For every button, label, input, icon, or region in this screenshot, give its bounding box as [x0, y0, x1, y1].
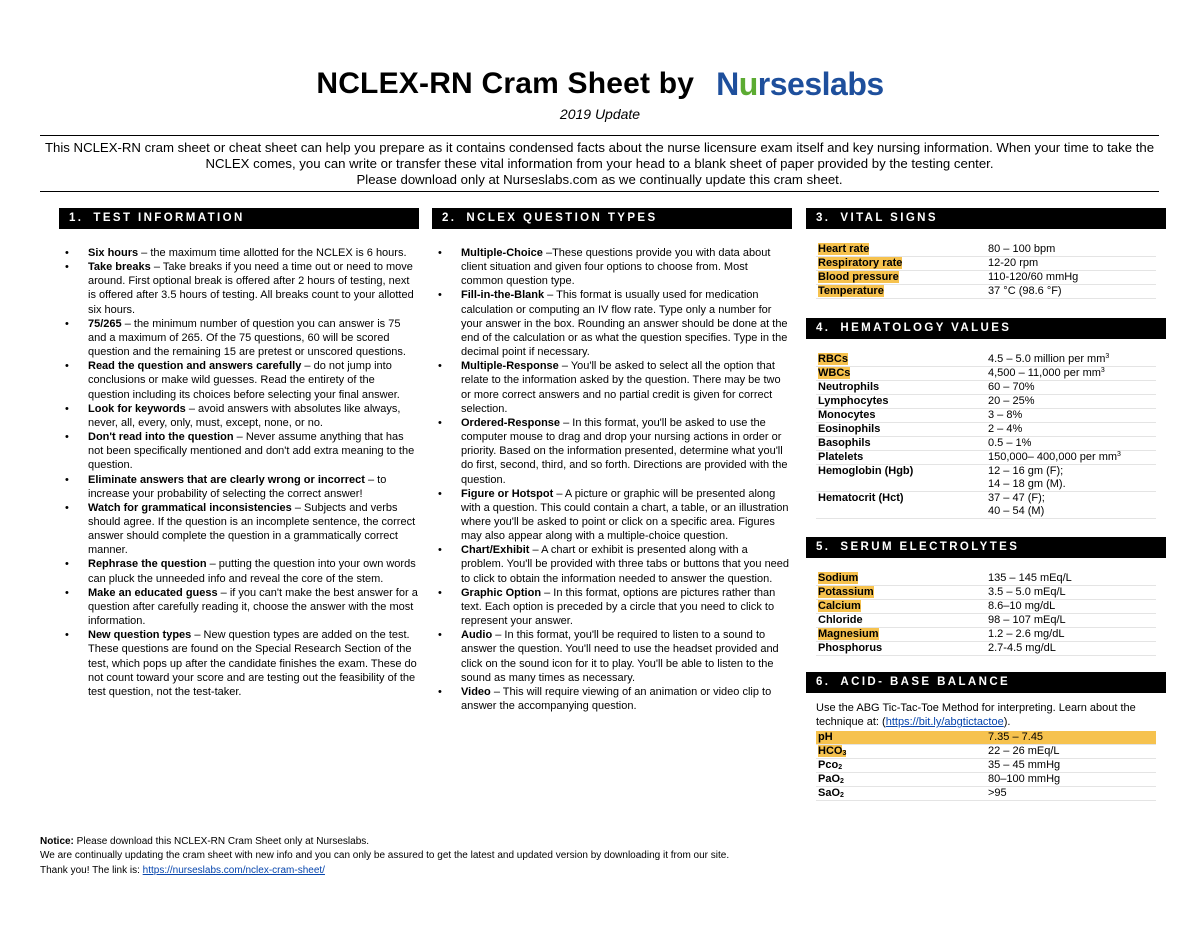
table-row — [816, 367, 1156, 381]
value-label: Sodium — [816, 572, 986, 586]
value-range: 20 – 25% — [986, 395, 1156, 409]
table-row — [816, 642, 1156, 656]
table-row — [816, 395, 1156, 409]
list-item-text: – A picture or graphic will be presented along with a question. This could contain a chart, a table, or an illustration where you'll be asked to point or click on a specific area. Figures may also appear along with a multiple-choice question. — [461, 487, 789, 543]
value-label: Phosphorus — [816, 642, 986, 656]
value-range: 0.5 – 1% — [986, 437, 1156, 451]
value-range: 3 – 8% — [986, 409, 1156, 423]
list-item — [59, 260, 419, 317]
value-range: 110-120/60 mmHg — [986, 271, 1156, 285]
list-item-term: Don't read into the question — [88, 431, 234, 444]
list-item-term: Fill-in-the-Blank — [461, 289, 545, 302]
list-item-term: 75/265 — [88, 317, 122, 330]
column-lab-values — [806, 208, 1166, 801]
table-row — [816, 745, 1156, 759]
list-item-term: New question types — [88, 629, 192, 642]
list-item-text: – This will require viewing of an animation or video clip to answer the accompanying question. — [461, 685, 772, 712]
notice-line-3: Thank you! The link is: https://nurseslabs.com/nclex-cram-sheet/ — [40, 864, 325, 876]
table-row — [816, 600, 1156, 614]
value-range: 12-20 rpm — [986, 257, 1156, 271]
list-item-text: – putting the question into your own words can pluck the unneeded info and reveal the core of the stem. — [88, 558, 416, 585]
list-item — [432, 685, 792, 713]
value-range: >95 — [986, 787, 1156, 801]
list-item — [432, 487, 792, 544]
value-label: SaO$_2$ — [816, 787, 986, 801]
list-item-text: – the minimum number of question you can answer is 75 and a maximum of 265. Of the 75 questions, 60 will be scored question and the remaining 15 are pretest or unscored questions. — [88, 317, 406, 359]
value-range: 22 – 26 mEq/L — [986, 745, 1156, 759]
value-label: Calcium — [816, 600, 986, 614]
section-header-question-types: 2. NCLEX QUESTION TYPES — [432, 208, 792, 229]
value-range: 37 °C (98.6 °F) — [986, 285, 1156, 299]
value-label: Basophils — [816, 437, 986, 451]
acid-base-table — [816, 731, 1156, 801]
list-item-term: Multiple-Choice — [461, 247, 543, 259]
value-label: Platelets — [816, 451, 986, 465]
list-item — [59, 628, 419, 699]
value-label: Monocytes — [816, 409, 986, 423]
value-label: Potassium — [816, 586, 986, 600]
list-item — [59, 473, 419, 501]
list-item-term: Rephrase the question — [88, 558, 207, 571]
value-label: $HCO_3$ — [816, 745, 986, 759]
table-row — [816, 257, 1156, 271]
question-types-list — [432, 246, 792, 713]
table-row — [816, 409, 1156, 423]
list-item-text: – A chart or exhibit is presented along with a problem. You'll be provided with three tabs or buttons that you need to click to obtain the information needed to answer the question. — [461, 544, 790, 585]
list-item — [59, 402, 419, 430]
table-row — [816, 285, 1156, 299]
hematology-table — [816, 353, 1156, 519]
list-item — [432, 628, 792, 685]
intro-line-1: This NCLEX-RN cram sheet or cheat sheet can help you prepare as it contains condensed facts about the nurse licensure exam itself and key nursing information. When your time to take the NCLEX comes, you can write or transfer these vital information from your head to a blank sheet of paper provided by the testing center. — [44, 140, 1155, 171]
table-row — [816, 353, 1156, 367]
list-item-term: Audio — [461, 629, 493, 642]
list-item — [432, 416, 792, 487]
table-row — [816, 381, 1156, 395]
list-item-term: Video — [461, 685, 491, 698]
section-header-vital-signs: 3. VITAL SIGNS — [806, 208, 1166, 229]
value-label: Blood pressure — [816, 271, 986, 285]
intro-text — [40, 140, 1159, 188]
table-row — [816, 628, 1156, 642]
value-label: pH — [816, 731, 986, 745]
list-item-term: Take breaks — [88, 261, 151, 274]
value-label: Eosinophils — [816, 423, 986, 437]
table-row — [816, 773, 1156, 787]
value-label: Neutrophils — [816, 381, 986, 395]
list-item — [59, 557, 419, 585]
table-row — [816, 451, 1156, 465]
value-label: Heart rate — [816, 243, 986, 257]
list-item — [59, 586, 419, 628]
column-question-types — [432, 208, 792, 713]
abg-method-text: Use the ABG Tic-Tac-Toe Method for interpreting. Learn about the technique at: (https://bit.ly/abgtictactoe). — [816, 702, 1136, 728]
table-row — [816, 465, 1156, 492]
value-range: 60 – 70% — [986, 381, 1156, 395]
notice-line-1: Notice: Please download this NCLEX-RN Cram Sheet only at Nurseslabs. — [40, 836, 370, 847]
section-header-test-information: 1. TEST INFORMATION — [59, 208, 419, 229]
list-item — [59, 359, 419, 401]
list-item-term: Look for keywords — [88, 402, 186, 415]
list-item-text: – New question types are added on the test. These questions are found on the Special Research Section of the test, which pops up after the candidate finishes the exam. These do not count toward your score and are testing out the feasibility of the test question, not the test-taker. — [88, 629, 417, 698]
vital-signs-table — [816, 243, 1156, 299]
value-range: 37 – 47 (F); 40 – 54 (M) — [986, 492, 1156, 519]
list-item-text: – In this format, options are pictures rather than text. Each option is preceded by a circle that you need to click to represent your answer. — [461, 586, 776, 628]
list-item — [432, 246, 792, 288]
test-information-list — [59, 246, 419, 699]
list-item-term: Watch for grammatical inconsistencies — [88, 501, 292, 514]
list-item-text: – You'll be asked to select all the option that relate to the information asked by the question. There may be two or more correct answers and no partial credit is given for correct selection. — [461, 360, 781, 415]
list-item-text: – the maximum time allotted for the NCLEX is 6 hours. — [138, 247, 407, 259]
value-label: Hematocrit (Hct) — [816, 492, 986, 519]
list-item — [59, 246, 419, 260]
list-item-term: Read the question and answers carefully — [88, 360, 302, 373]
value-label: Lymphocytes — [816, 395, 986, 409]
list-item-text: – This format is usually used for medication calculation or computing an IV flow rate. Type only a number for your answer in the box. Rounding an answer should be done at the end of the calculation or as what the question specifies. Type in the decimal point if necessary. — [461, 289, 788, 359]
table-row — [816, 271, 1156, 285]
value-range: 80–100 mmHg — [986, 773, 1156, 787]
list-item-text: – avoid answers with absolutes like always, never, all, every, only, must, except, none, or no. — [88, 402, 401, 429]
table-row — [816, 731, 1156, 745]
intro-line-2: Please download only at Nurseslabs.com as we continually update this cram sheet. — [356, 172, 843, 187]
value-range: 2 – 4% — [986, 423, 1156, 437]
list-item-text: – Never assume anything that has not been specifically mentioned and don't add extra meaning to the question. — [88, 431, 415, 472]
list-item-term: Six hours — [88, 247, 139, 259]
table-row — [816, 586, 1156, 600]
value-range: 8.6–10 mg/dL — [986, 600, 1156, 614]
value-label: Pco$_2$ — [816, 759, 986, 773]
section-header-acid-base: 6. ACID- BASE BALANCE — [806, 672, 1166, 693]
value-label: Chloride — [816, 614, 986, 628]
value-label: PaO$_2$ — [816, 773, 986, 787]
value-range: 4,500 – 11,000 per $mm^3$ — [986, 367, 1156, 381]
list-item — [432, 586, 792, 628]
value-label: WBCs — [816, 367, 986, 381]
list-item-term: Multiple-Response — [461, 360, 559, 373]
list-item-text: – In this format, you'll be required to listen to a sound to answer the question. You'll need to use the headset provided and click on the sound icon for it to play. You'll be able to listen to the sound as many times as necessary. — [461, 629, 779, 684]
electrolytes-table — [816, 572, 1156, 656]
value-label: Respiratory rate — [816, 257, 986, 271]
list-item — [59, 501, 419, 558]
column-test-information — [59, 208, 419, 699]
list-item-text: –These questions provide you with data about client situation and given four options to choose from. Most common question type. — [461, 247, 771, 288]
value-range: 98 – 107 mEq/L — [986, 614, 1156, 628]
update-label: 2019 Update — [559, 106, 641, 122]
list-item — [432, 543, 792, 585]
list-item — [59, 317, 419, 359]
list-item-text: – In this format, you'll be asked to use the computer mouse to drag and drop your nursing actions in order or priority. Based on the information presented, determine what you'll do first, second, third, and so forth. Directions are provided with the question. — [461, 416, 788, 486]
value-range: 12 – 16 gm (F); 14 – 18 gm (M). — [986, 465, 1156, 492]
cram-sheet-link[interactable]: https://nurseslabs.com/nclex-cram-sheet/ — [142, 864, 325, 876]
list-item-term: Figure or Hotspot — [461, 487, 554, 500]
list-item-text: – Subjects and verbs should agree. If the question is an incomplete sentence, the correct answer should complete the question in a grammatically correct manner. — [88, 501, 416, 557]
table-row — [816, 243, 1156, 257]
list-item-text: – Take breaks if you need a time out or need to move around. First optional break is offered after 2 hours of testing, next is offered after 3.5 hours of testing. All breaks count to your allotted six hours. — [88, 261, 414, 316]
table-row — [816, 423, 1156, 437]
table-row — [816, 437, 1156, 451]
list-item — [432, 359, 792, 416]
table-row — [816, 492, 1156, 519]
list-item-term: Graphic Option — [461, 586, 542, 599]
list-item-text: – if you can't make the best answer for a question after carefully reading it, choose the answer with the most information. — [88, 586, 418, 628]
table-row — [816, 787, 1156, 801]
list-item-term: Chart/Exhibit — [461, 544, 530, 557]
page-title: NCLEX-RN Cram Sheet by — [316, 67, 695, 100]
list-item-term: Make an educated guess — [88, 586, 218, 599]
list-item-term: Ordered-Response — [461, 416, 561, 429]
top-divider — [40, 135, 1159, 136]
value-range: 4.5 – 5.0 million per $mm^3$ — [986, 353, 1156, 367]
table-row — [816, 759, 1156, 773]
list-item-text: – to increase your probability of selecting the correct answer! — [88, 473, 387, 500]
list-item — [432, 288, 792, 359]
abg-link[interactable]: https://bit.ly/abgtictactoe — [885, 716, 1004, 728]
value-range: 135 – 145 mEq/L — [986, 572, 1156, 586]
value-range: 1.2 – 2.6 mg/dL — [986, 628, 1156, 642]
footer-notice — [40, 835, 729, 878]
section-header-electrolytes: 5. SERUM ELECTROLYTES — [806, 537, 1166, 558]
value-range: 35 – 45 mmHg — [986, 759, 1156, 773]
value-range: 150,000– 400,000 per $mm^3$ — [986, 451, 1156, 465]
value-range: 7.35 – 7.45 — [986, 731, 1156, 745]
value-range: 3.5 – 5.0 mEq/L — [986, 586, 1156, 600]
section-header-hematology: 4. HEMATOLOGY VALUES — [806, 318, 1166, 339]
intro-divider — [40, 191, 1159, 192]
value-range: 80 – 100 bpm — [986, 243, 1156, 257]
value-label: Temperature — [816, 285, 986, 299]
value-label: Hemoglobin (Hgb) — [816, 465, 986, 492]
page-header — [0, 62, 1200, 122]
value-label: RBCs — [816, 353, 986, 367]
value-range: 2.7-4.5 mg/dL — [986, 642, 1156, 656]
value-label: Magnesium — [816, 628, 986, 642]
list-item — [59, 430, 419, 472]
nurseslabs-logo: N u rseslabs — [716, 65, 884, 102]
table-row — [816, 572, 1156, 586]
table-row — [816, 614, 1156, 628]
notice-line-2: We are continually updating the cram sheet with new info and you can only be assured to get the latest and updated version by downloading it from our site. — [40, 850, 730, 862]
list-item-text: – do not jump into conclusions or make wild guesses. Read the entirety of the question including its choices before selecting your final answer. — [88, 360, 400, 401]
list-item-term: Eliminate answers that are clearly wrong or incorrect — [88, 473, 365, 486]
